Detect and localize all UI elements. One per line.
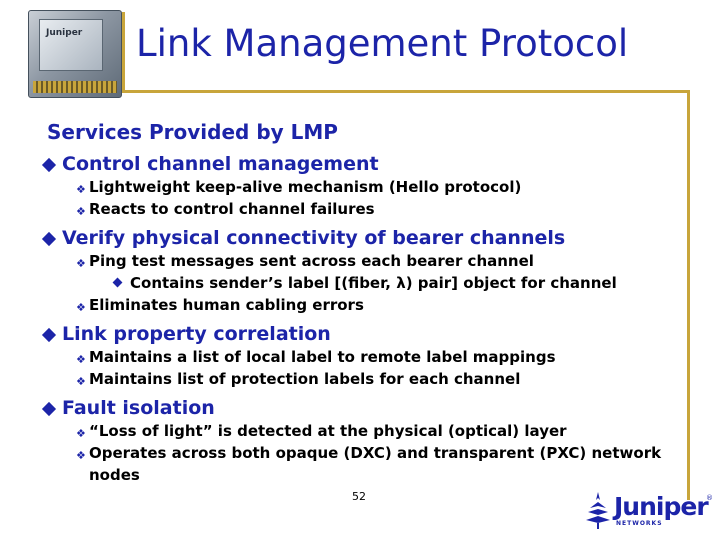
section-heading-text: Fault isolation — [62, 397, 215, 419]
diamond-icon — [113, 278, 123, 288]
four-diamond-icon: ❖ — [76, 257, 86, 270]
diamond-icon — [42, 328, 56, 342]
diamond-icon — [42, 158, 56, 172]
list-item-text: Eliminates human cabling errors — [89, 296, 364, 314]
section-heading — [38, 152, 688, 176]
chip-logo-text: Juniper — [46, 28, 83, 38]
four-diamond-icon: ❖ — [76, 205, 86, 218]
logo-word: Juniper — [614, 492, 708, 521]
diamond-icon — [42, 402, 56, 416]
four-diamond-icon: ❖ — [76, 353, 86, 366]
four-diamond-icon: ❖ — [76, 427, 86, 440]
section-heading-text: Control channel management — [62, 153, 379, 175]
bullet-list — [38, 152, 688, 486]
list-item-text: “Loss of light” is detected at the physical (optical) layer — [89, 422, 567, 440]
list-item — [38, 420, 688, 442]
section-heading — [38, 396, 688, 420]
juniper-mark-icon — [582, 490, 614, 530]
chip-die — [39, 19, 103, 71]
title-rule-vertical — [122, 12, 125, 92]
title-rule-horizontal — [122, 90, 690, 93]
page-number: 52 — [352, 490, 366, 503]
list-item — [38, 198, 688, 220]
four-diamond-icon: ❖ — [76, 301, 86, 314]
logo-subtext: NETWORKS — [616, 520, 663, 527]
list-item — [38, 442, 679, 486]
section-heading-text: Link property correlation — [62, 323, 331, 345]
slide-subtitle: Services Provided by LMP — [47, 120, 338, 144]
registered-mark: ® — [706, 494, 713, 502]
chip-image — [28, 10, 122, 98]
four-diamond-icon: ❖ — [76, 183, 86, 196]
list-item-text: Maintains list of protection labels for each channel — [89, 370, 521, 388]
list-item — [38, 346, 688, 368]
list-item-text: Reacts to control channel failures — [89, 200, 375, 218]
list-item — [38, 250, 688, 272]
sub-list-item — [38, 272, 688, 294]
diamond-icon — [42, 232, 56, 246]
list-item-text: Ping test messages sent across each bearer channel — [89, 252, 534, 270]
list-item-text: Operates across both opaque (DXC) and transparent (PXC) network nodes — [89, 444, 662, 484]
list-item-text: Maintains a list of local label to remote label mappings — [89, 348, 556, 366]
list-item-text: Lightweight keep-alive mechanism (Hello protocol) — [89, 178, 522, 196]
chip-pins — [33, 81, 117, 93]
section-heading-text: Verify physical connectivity of bearer channels — [62, 227, 566, 249]
section-heading — [38, 322, 688, 346]
list-item — [38, 294, 688, 316]
list-item — [38, 176, 688, 198]
slide-title: Link Management Protocol — [136, 22, 629, 65]
juniper-logo — [582, 490, 713, 532]
four-diamond-icon: ❖ — [76, 375, 86, 388]
sub-list-item-text: Contains sender’s label [(fiber, λ) pair] object for channel — [130, 274, 617, 292]
list-item — [38, 368, 688, 390]
section-heading — [38, 226, 688, 250]
four-diamond-icon: ❖ — [76, 449, 86, 462]
